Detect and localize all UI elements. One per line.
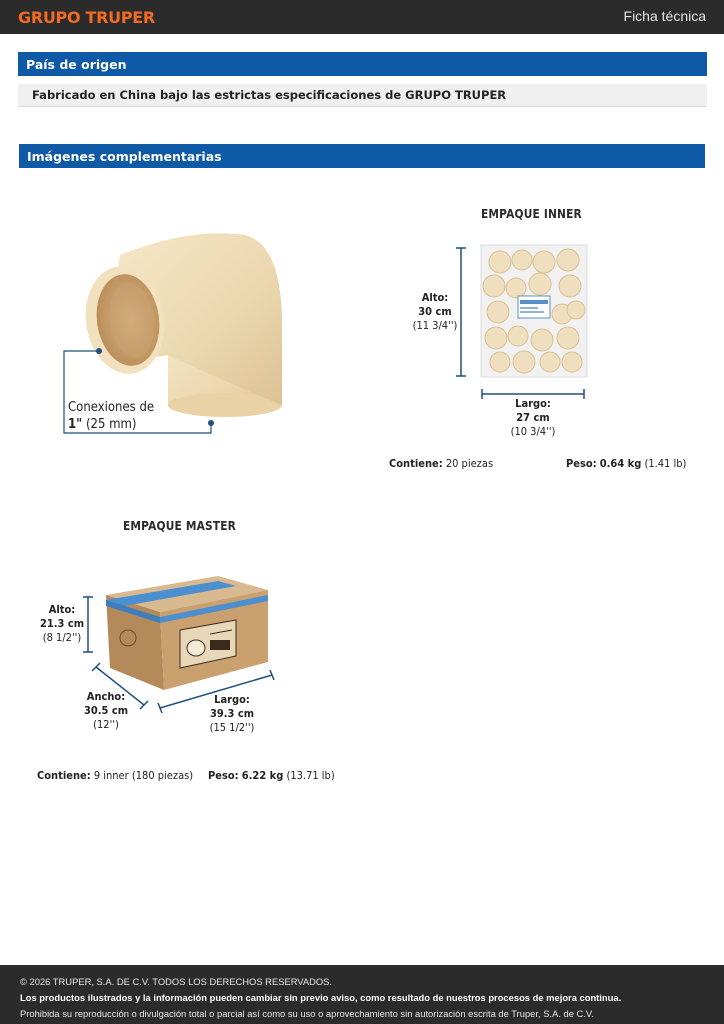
master-ancho-label: Ancho: [86,690,126,703]
footer-copyright: © 2026 TRUPER, S.A. DE C.V. TODOS LOS DERECHOS RESERVADOS. [20,976,333,987]
master-weight-kg: 6.22 kg [241,769,284,782]
product-label-metric: (25 mm) [85,417,137,432]
inner-package-image [452,240,597,400]
document-type: Ficha técnica [623,8,706,24]
master-contents-label: Contiene: [37,769,91,782]
master-alto-label: Alto: [48,603,76,616]
inner-largo-dimension [503,397,563,439]
master-ancho-dimension [78,690,134,732]
footer-prohibition: Prohibida su reproducción o divulgación total o parcial así como su uso o aprovechamiento sin autorización escrita de Truper, S.A. de C.V. [20,1008,594,1019]
master-weight-lb: (13.71 lb) [286,769,335,782]
master-largo-dimension [202,693,262,735]
inner-alto-label: Alto: [421,291,449,304]
inner-alto-cm: 30 cm [418,305,452,318]
origin-section-heading: País de origen [18,52,707,76]
inner-alto-dimension [411,291,459,333]
inner-contents [389,457,493,470]
product-label-size: 1" [68,417,83,432]
brand-logo: GRUPO TRUPER [18,8,155,27]
inner-weight-lb: (1.41 lb) [644,457,687,470]
master-ancho-in: (12'') [93,718,119,731]
inner-weight [566,457,686,470]
master-ancho-cm: 30.5 cm [83,704,129,717]
product-size-label [68,399,154,433]
master-alto-cm: 21.3 cm [39,617,85,630]
inner-largo-cm: 27 cm [516,411,550,424]
inner-largo-in: (10 3/4'') [510,425,556,438]
master-largo-label: Largo: [214,693,250,706]
origin-text: Fabricado en China bajo las estrictas especificaciones de GRUPO TRUPER [18,84,707,107]
inner-alto-in: (11 3/4'') [412,319,458,332]
images-section-heading: Imágenes complementarias [19,144,705,168]
master-weight [208,769,335,782]
product-label-line1: Conexiones de [68,400,155,415]
top-bar [0,0,724,34]
inner-weight-label: Peso: [566,457,597,470]
master-alto-dimension [37,603,87,645]
master-weight-label: Peso: [208,769,239,782]
master-largo-in: (15 1/2'') [209,721,255,734]
inner-contents-value: 20 piezas [445,457,494,470]
master-contents [37,769,193,782]
footer [0,965,724,1024]
footer-notice: Los productos ilustrados y la información pueden cambiar sin previo aviso, como resultado de nuestros procesos de mejora continua. [20,992,622,1003]
inner-package-title: EMPAQUE INNER [481,206,582,221]
master-largo-cm: 39.3 cm [209,707,255,720]
inner-contents-label: Contiene: [389,457,443,470]
master-contents-value: 9 inner (180 piezas) [93,769,194,782]
master-alto-in: (8 1/2'') [42,631,82,644]
inner-largo-label: Largo: [515,397,551,410]
master-package-title: EMPAQUE MASTER [123,518,237,533]
inner-weight-kg: 0.64 kg [599,457,642,470]
